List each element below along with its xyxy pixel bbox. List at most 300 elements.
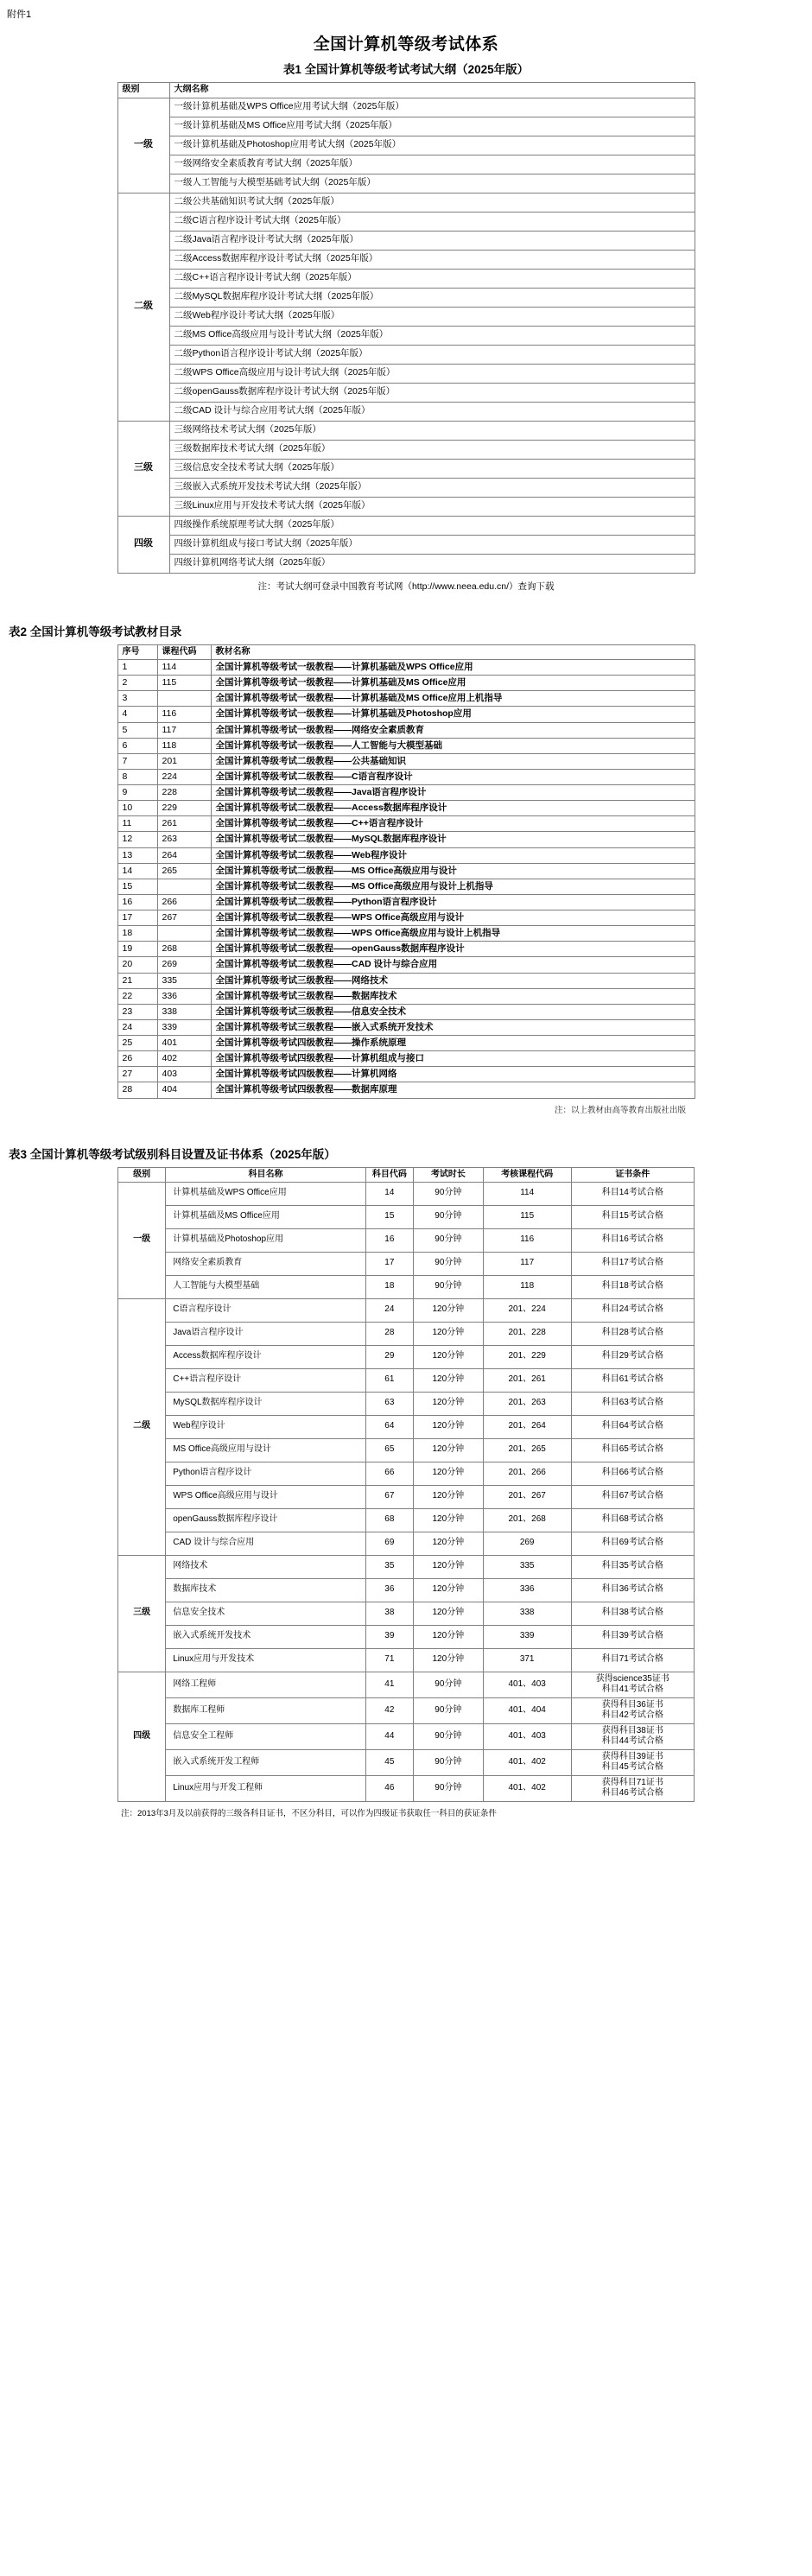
certificate-condition-cell: 科目17考试合格 [571, 1252, 694, 1275]
certificate-condition-cell: 科目24考试合格 [571, 1298, 694, 1322]
table1-caption: 表1 全国计算机等级考试考试大纲（2025年版） [282, 63, 530, 76]
certificate-condition-cell: 科目69考试合格 [571, 1532, 694, 1555]
duration-cell: 90分钟 [413, 1672, 483, 1697]
textbook-name-cell: 全国计算机等级考试一级教程——计算机基础及MS Office应用上机指导 [211, 691, 695, 707]
table-row [117, 1036, 695, 1051]
seq-cell: 19 [117, 942, 157, 957]
table-row [117, 816, 695, 832]
textbook-name-cell: 全国计算机等级考试一级教程——网络安全素质教育 [211, 722, 695, 738]
outline-name-cell: 二级Python语言程序设计考试大纲（2025年版） [169, 345, 695, 364]
table-row [118, 1508, 695, 1532]
textbook-name-cell: 全国计算机等级考试一级教程——计算机基础及MS Office应用 [211, 676, 695, 691]
textbook-name-cell: 全国计算机等级考试三级教程——信息安全技术 [211, 1004, 695, 1019]
col-header-certificate-condition: 证书条件 [571, 1167, 694, 1182]
assessed-course-cell: 118 [483, 1275, 571, 1298]
table-header-row [117, 644, 695, 660]
course-code-cell: 116 [157, 707, 211, 722]
table-row [118, 1602, 695, 1625]
duration-cell: 90分钟 [413, 1749, 483, 1775]
assessed-course-cell: 401、403 [483, 1723, 571, 1749]
col-header-outline-name: 大纲名称 [169, 83, 695, 98]
outline-name-cell: 二级MySQL数据库程序设计考试大纲（2025年版） [169, 288, 695, 307]
assessed-course-cell: 117 [483, 1252, 571, 1275]
certificate-condition-cell: 科目15考试合格 [571, 1205, 694, 1228]
seq-cell: 3 [117, 691, 157, 707]
textbook-name-cell: 全国计算机等级考试二级教程——MS Office高级应用与设计 [211, 863, 695, 879]
assessed-course-cell: 114 [483, 1182, 571, 1205]
course-code-cell: 261 [157, 816, 211, 832]
table-row [118, 1415, 695, 1438]
table-row [117, 307, 695, 326]
course-code-cell: 266 [157, 894, 211, 910]
duration-cell: 120分钟 [413, 1648, 483, 1672]
table-row [117, 926, 695, 942]
table-row [117, 231, 695, 250]
table-row [118, 1392, 695, 1415]
duration-cell: 120分钟 [413, 1508, 483, 1532]
subject-name-cell: 嵌入式系统开发技术 [166, 1625, 366, 1648]
duration-cell: 120分钟 [413, 1368, 483, 1392]
certificate-condition-cell: 科目38考试合格 [571, 1602, 694, 1625]
duration-cell: 90分钟 [413, 1228, 483, 1252]
seq-cell: 27 [117, 1067, 157, 1082]
assessed-course-cell: 401、404 [483, 1697, 571, 1723]
table-row [117, 847, 695, 863]
subject-name-cell: Linux应用与开发技术 [166, 1648, 366, 1672]
assessed-course-cell: 201、261 [483, 1368, 571, 1392]
assessed-course-cell: 201、264 [483, 1415, 571, 1438]
subject-name-cell: 嵌入式系统开发工程师 [166, 1749, 366, 1775]
table-row [117, 421, 695, 440]
subject-name-cell: Web程序设计 [166, 1415, 366, 1438]
seq-cell: 8 [117, 769, 157, 784]
subject-code-cell: 65 [365, 1438, 413, 1462]
certificate-condition-cell: 获得科目39证书 科目45考试合格 [571, 1749, 694, 1775]
course-code-cell: 115 [157, 676, 211, 691]
textbook-name-cell: 全国计算机等级考试二级教程——Access数据库程序设计 [211, 801, 695, 816]
table-row [118, 1672, 695, 1697]
duration-cell: 90分钟 [413, 1775, 483, 1801]
subject-code-cell: 18 [365, 1275, 413, 1298]
seq-cell: 18 [117, 926, 157, 942]
table-row [117, 459, 695, 478]
certificate-condition-cell: 科目16考试合格 [571, 1228, 694, 1252]
table-row [117, 910, 695, 926]
seq-cell: 21 [117, 973, 157, 988]
outline-name-cell: 四级计算机组成与接口考试大纲（2025年版） [169, 535, 695, 554]
table-row [118, 1555, 695, 1578]
table-row [117, 1082, 695, 1098]
assessed-course-cell: 201、263 [483, 1392, 571, 1415]
subject-name-cell: C语言程序设计 [166, 1298, 366, 1322]
assessed-course-cell: 401、402 [483, 1749, 571, 1775]
assessed-course-cell: 115 [483, 1205, 571, 1228]
course-code-cell: 201 [157, 753, 211, 769]
certificate-condition-cell: 科目35考试合格 [571, 1555, 694, 1578]
course-code-cell: 229 [157, 801, 211, 816]
table-row [117, 174, 695, 193]
attachment-label: 附件1 [7, 10, 32, 20]
table3-caption: 表3 全国计算机等级考试级别科目设置及证书体系（2025年版） [9, 1147, 336, 1161]
certificate-condition-cell: 获得科目36证书 科目42考试合格 [571, 1697, 694, 1723]
textbook-name-cell: 全国计算机等级考试二级教程——openGauss数据库程序设计 [211, 942, 695, 957]
outline-name-cell: 一级计算机基础及MS Office应用考试大纲（2025年版） [169, 117, 695, 136]
table-row [117, 288, 695, 307]
course-code-cell [157, 691, 211, 707]
seq-cell: 9 [117, 785, 157, 801]
assessed-course-cell: 201、229 [483, 1345, 571, 1368]
course-code-cell: 114 [157, 660, 211, 676]
subject-code-cell: 63 [365, 1392, 413, 1415]
seq-cell: 2 [117, 676, 157, 691]
certificate-condition-cell: 科目64考试合格 [571, 1415, 694, 1438]
table-row [118, 1322, 695, 1345]
table-row [117, 364, 695, 383]
certificate-condition-cell: 科目68考试合格 [571, 1508, 694, 1532]
outline-name-cell: 二级公共基础知识考试大纲（2025年版） [169, 193, 695, 212]
textbook-name-cell: 全国计算机等级考试四级教程——计算机网络 [211, 1067, 695, 1082]
textbook-name-cell: 全国计算机等级考试三级教程——嵌入式系统开发技术 [211, 1019, 695, 1035]
table-row [117, 269, 695, 288]
table-row [117, 753, 695, 769]
col-header-duration: 考试时长 [413, 1167, 483, 1182]
table-row [117, 478, 695, 497]
seq-cell: 4 [117, 707, 157, 722]
seq-cell: 24 [117, 1019, 157, 1035]
table3-note: 注：2013年3月及以前获得的三级各科目证书，不区分科目，可以作为四级证书获取任一科目的获证条件 [121, 1808, 497, 1818]
subject-code-cell: 29 [365, 1345, 413, 1368]
table-row [117, 1019, 695, 1035]
subject-name-cell: 计算机基础及Photoshop应用 [166, 1228, 366, 1252]
outline-name-cell: 二级CAD 设计与综合应用考试大纲（2025年版） [169, 402, 695, 421]
certificate-condition-cell: 科目63考试合格 [571, 1392, 694, 1415]
subject-name-cell: openGauss数据库程序设计 [166, 1508, 366, 1532]
course-code-cell: 401 [157, 1036, 211, 1051]
outline-name-cell: 一级计算机基础及Photoshop应用考试大纲（2025年版） [169, 136, 695, 155]
subject-code-cell: 17 [365, 1252, 413, 1275]
subject-name-cell: 网络技术 [166, 1555, 366, 1578]
table-row [117, 516, 695, 535]
table-row [117, 973, 695, 988]
level-cell: 一级 [118, 1182, 166, 1298]
col-header-assessed-course-code: 考核课程代码 [483, 1167, 571, 1182]
table-row [117, 402, 695, 421]
seq-cell: 1 [117, 660, 157, 676]
certificate-condition-cell: 科目61考试合格 [571, 1368, 694, 1392]
table-row [117, 155, 695, 174]
textbook-name-cell: 全国计算机等级考试一级教程——计算机基础及Photoshop应用 [211, 707, 695, 722]
level-cell: 三级 [118, 1555, 166, 1672]
table-row [117, 383, 695, 402]
course-code-cell: 265 [157, 863, 211, 879]
col-header-level: 级别 [118, 1167, 166, 1182]
subject-name-cell: CAD 设计与综合应用 [166, 1532, 366, 1555]
duration-cell: 120分钟 [413, 1532, 483, 1555]
col-header-course-code: 课程代码 [157, 644, 211, 660]
table-row [117, 326, 695, 345]
subject-code-cell: 69 [365, 1532, 413, 1555]
table-row [117, 98, 695, 117]
textbook-name-cell: 全国计算机等级考试二级教程——MySQL数据库程序设计 [211, 832, 695, 847]
page-title: 全国计算机等级考试体系 [313, 35, 499, 54]
seq-cell: 13 [117, 847, 157, 863]
certificate-condition-cell: 科目18考试合格 [571, 1275, 694, 1298]
assessed-course-cell: 401、403 [483, 1672, 571, 1697]
subject-name-cell: 计算机基础及MS Office应用 [166, 1205, 366, 1228]
table-row [118, 1462, 695, 1485]
seq-cell: 20 [117, 957, 157, 973]
outline-name-cell: 二级Access数据库程序设计考试大纲（2025年版） [169, 250, 695, 269]
table-row [117, 554, 695, 573]
subject-code-cell: 68 [365, 1508, 413, 1532]
certificate-condition-cell: 科目28考试合格 [571, 1322, 694, 1345]
col-header-textbook-name: 教材名称 [211, 644, 695, 660]
subject-name-cell: Python语言程序设计 [166, 1462, 366, 1485]
table-row [117, 832, 695, 847]
seq-cell: 28 [117, 1082, 157, 1098]
level-cell: 四级 [117, 516, 169, 573]
table-row [117, 1067, 695, 1082]
textbook-name-cell: 全国计算机等级考试二级教程——WPS Office高级应用与设计 [211, 910, 695, 926]
subject-code-cell: 67 [365, 1485, 413, 1508]
duration-cell: 120分钟 [413, 1578, 483, 1602]
assessed-course-cell: 201、228 [483, 1322, 571, 1345]
assessed-course-cell: 338 [483, 1602, 571, 1625]
duration-cell: 120分钟 [413, 1392, 483, 1415]
level-cell: 二级 [118, 1298, 166, 1555]
subject-code-cell: 38 [365, 1602, 413, 1625]
table-row [117, 193, 695, 212]
course-code-cell: 339 [157, 1019, 211, 1035]
certificate-condition-cell: 科目39考试合格 [571, 1625, 694, 1648]
table-row [117, 769, 695, 784]
subject-name-cell: 信息安全技术 [166, 1602, 366, 1625]
table-row [118, 1205, 695, 1228]
subject-code-cell: 16 [365, 1228, 413, 1252]
course-code-cell: 118 [157, 738, 211, 753]
textbook-name-cell: 全国计算机等级考试四级教程——计算机组成与接口 [211, 1051, 695, 1067]
seq-cell: 6 [117, 738, 157, 753]
textbook-name-cell: 全国计算机等级考试二级教程——CAD 设计与综合应用 [211, 957, 695, 973]
table-row [117, 957, 695, 973]
certificate-condition-cell: 科目71考试合格 [571, 1648, 694, 1672]
table-row [117, 535, 695, 554]
col-header-seq: 序号 [117, 644, 157, 660]
outline-name-cell: 二级Java语言程序设计考试大纲（2025年版） [169, 231, 695, 250]
seq-cell: 17 [117, 910, 157, 926]
subject-code-cell: 71 [365, 1648, 413, 1672]
subject-code-cell: 66 [365, 1462, 413, 1485]
seq-cell: 22 [117, 988, 157, 1004]
textbook-name-cell: 全国计算机等级考试三级教程——网络技术 [211, 973, 695, 988]
table-row [117, 1004, 695, 1019]
subject-code-cell: 35 [365, 1555, 413, 1578]
table1-note: 注：考试大纲可登录中国教育考试网（http://www.neea.edu.cn/）查询下载 [257, 581, 555, 592]
duration-cell: 90分钟 [413, 1205, 483, 1228]
duration-cell: 90分钟 [413, 1275, 483, 1298]
table-row [117, 894, 695, 910]
table-row [118, 1275, 695, 1298]
table-row [118, 1775, 695, 1801]
textbook-name-cell: 全国计算机等级考试四级教程——操作系统原理 [211, 1036, 695, 1051]
table-row [117, 785, 695, 801]
duration-cell: 90分钟 [413, 1723, 483, 1749]
seq-cell: 10 [117, 801, 157, 816]
certificate-condition-cell: 获得科目38证书 科目44考试合格 [571, 1723, 694, 1749]
course-code-cell: 263 [157, 832, 211, 847]
table-row [117, 497, 695, 516]
subject-code-cell: 61 [365, 1368, 413, 1392]
outline-name-cell: 四级操作系统原理考试大纲（2025年版） [169, 516, 695, 535]
subject-code-cell: 45 [365, 1749, 413, 1775]
level-cell: 二级 [117, 193, 169, 421]
subject-name-cell: 网络工程师 [166, 1672, 366, 1697]
col-header-subject-code: 科目代码 [365, 1167, 413, 1182]
textbook-name-cell: 全国计算机等级考试二级教程——公共基础知识 [211, 753, 695, 769]
certificate-condition-cell: 科目65考试合格 [571, 1438, 694, 1462]
textbook-name-cell: 全国计算机等级考试四级教程——数据库原理 [211, 1082, 695, 1098]
duration-cell: 90分钟 [413, 1182, 483, 1205]
textbook-name-cell: 全国计算机等级考试一级教程——人工智能与大模型基础 [211, 738, 695, 753]
subject-name-cell: MySQL数据库程序设计 [166, 1392, 366, 1415]
course-code-cell: 269 [157, 957, 211, 973]
subject-code-cell: 44 [365, 1723, 413, 1749]
certificate-condition-cell: 科目67考试合格 [571, 1485, 694, 1508]
seq-cell: 25 [117, 1036, 157, 1051]
textbook-name-cell: 全国计算机等级考试二级教程——Python语言程序设计 [211, 894, 695, 910]
subject-name-cell: 数据库技术 [166, 1578, 366, 1602]
duration-cell: 120分钟 [413, 1298, 483, 1322]
assessed-course-cell: 201、268 [483, 1508, 571, 1532]
subject-code-cell: 39 [365, 1625, 413, 1648]
table-subject-certificate-system [117, 1167, 695, 1802]
seq-cell: 26 [117, 1051, 157, 1067]
table-row [117, 136, 695, 155]
table-textbook-catalog [117, 644, 695, 1099]
certificate-condition-cell: 科目14考试合格 [571, 1182, 694, 1205]
table-row [117, 1051, 695, 1067]
course-code-cell: 264 [157, 847, 211, 863]
level-cell: 四级 [118, 1672, 166, 1801]
table-row [117, 863, 695, 879]
subject-name-cell: 计算机基础及WPS Office应用 [166, 1182, 366, 1205]
duration-cell: 120分钟 [413, 1625, 483, 1648]
seq-cell: 16 [117, 894, 157, 910]
assessed-course-cell: 401、402 [483, 1775, 571, 1801]
textbook-name-cell: 全国计算机等级考试一级教程——计算机基础及WPS Office应用 [211, 660, 695, 676]
outline-name-cell: 二级C++语言程序设计考试大纲（2025年版） [169, 269, 695, 288]
textbook-name-cell: 全国计算机等级考试二级教程——C++语言程序设计 [211, 816, 695, 832]
table2-note: 注：以上教材由高等教育出版社出版 [554, 1105, 686, 1115]
assessed-course-cell: 201、266 [483, 1462, 571, 1485]
table-row [118, 1625, 695, 1648]
table-row [118, 1345, 695, 1368]
col-header-subject-name: 科目名称 [166, 1167, 366, 1182]
table2-caption: 表2 全国计算机等级考试教材目录 [9, 625, 182, 638]
course-code-cell: 117 [157, 722, 211, 738]
seq-cell: 7 [117, 753, 157, 769]
subject-code-cell: 46 [365, 1775, 413, 1801]
assessed-course-cell: 201、265 [483, 1438, 571, 1462]
table-row [118, 1252, 695, 1275]
table-header-row [117, 83, 695, 98]
seq-cell: 12 [117, 832, 157, 847]
assessed-course-cell: 335 [483, 1555, 571, 1578]
subject-name-cell: 网络安全素质教育 [166, 1252, 366, 1275]
table-row [117, 250, 695, 269]
subject-name-cell: Access数据库程序设计 [166, 1345, 366, 1368]
textbook-name-cell: 全国计算机等级考试二级教程——C语言程序设计 [211, 769, 695, 784]
table-row [117, 117, 695, 136]
certificate-condition-cell: 获得科目71证书 科目46考试合格 [571, 1775, 694, 1801]
course-code-cell: 268 [157, 942, 211, 957]
subject-name-cell: MS Office高级应用与设计 [166, 1438, 366, 1462]
duration-cell: 90分钟 [413, 1697, 483, 1723]
table-row [117, 722, 695, 738]
table-row [118, 1228, 695, 1252]
assessed-course-cell: 201、224 [483, 1298, 571, 1322]
table-row [118, 1723, 695, 1749]
assessed-course-cell: 371 [483, 1648, 571, 1672]
table-row [118, 1578, 695, 1602]
table-exam-outlines [117, 82, 695, 574]
course-code-cell: 402 [157, 1051, 211, 1067]
course-code-cell [157, 879, 211, 894]
table-row [117, 738, 695, 753]
outline-name-cell: 三级信息安全技术考试大纲（2025年版） [169, 459, 695, 478]
certificate-condition-cell: 科目66考试合格 [571, 1462, 694, 1485]
subject-name-cell: WPS Office高级应用与设计 [166, 1485, 366, 1508]
textbook-name-cell: 全国计算机等级考试二级教程——Web程序设计 [211, 847, 695, 863]
course-code-cell: 336 [157, 988, 211, 1004]
table-row [117, 212, 695, 231]
table-row [118, 1697, 695, 1723]
outline-name-cell: 三级Linux应用与开发技术考试大纲（2025年版） [169, 497, 695, 516]
outline-name-cell: 二级C语言程序设计考试大纲（2025年版） [169, 212, 695, 231]
table-row [117, 801, 695, 816]
textbook-name-cell: 全国计算机等级考试三级教程——数据库技术 [211, 988, 695, 1004]
seq-cell: 11 [117, 816, 157, 832]
outline-name-cell: 三级嵌入式系统开发技术考试大纲（2025年版） [169, 478, 695, 497]
table-row [118, 1485, 695, 1508]
subject-code-cell: 15 [365, 1205, 413, 1228]
assessed-course-cell: 339 [483, 1625, 571, 1648]
subject-code-cell: 42 [365, 1697, 413, 1723]
table-row [117, 691, 695, 707]
outline-name-cell: 二级MS Office高级应用与设计考试大纲（2025年版） [169, 326, 695, 345]
textbook-name-cell: 全国计算机等级考试二级教程——WPS Office高级应用与设计上机指导 [211, 926, 695, 942]
outline-name-cell: 一级网络安全素质教育考试大纲（2025年版） [169, 155, 695, 174]
level-cell: 一级 [117, 98, 169, 193]
outline-name-cell: 二级Web程序设计考试大纲（2025年版） [169, 307, 695, 326]
duration-cell: 120分钟 [413, 1485, 483, 1508]
seq-cell: 15 [117, 879, 157, 894]
level-cell: 三级 [117, 421, 169, 516]
duration-cell: 120分钟 [413, 1322, 483, 1345]
outline-name-cell: 四级计算机网络考试大纲（2025年版） [169, 554, 695, 573]
duration-cell: 120分钟 [413, 1602, 483, 1625]
table-row [118, 1368, 695, 1392]
outline-name-cell: 二级openGauss数据库程序设计考试大纲（2025年版） [169, 383, 695, 402]
table-header-row [118, 1167, 695, 1182]
table-row [117, 345, 695, 364]
table-row [117, 942, 695, 957]
textbook-name-cell: 全国计算机等级考试二级教程——MS Office高级应用与设计上机指导 [211, 879, 695, 894]
textbook-name-cell: 全国计算机等级考试二级教程——Java语言程序设计 [211, 785, 695, 801]
subject-name-cell: 数据库工程师 [166, 1697, 366, 1723]
course-code-cell: 224 [157, 769, 211, 784]
assessed-course-cell: 336 [483, 1578, 571, 1602]
